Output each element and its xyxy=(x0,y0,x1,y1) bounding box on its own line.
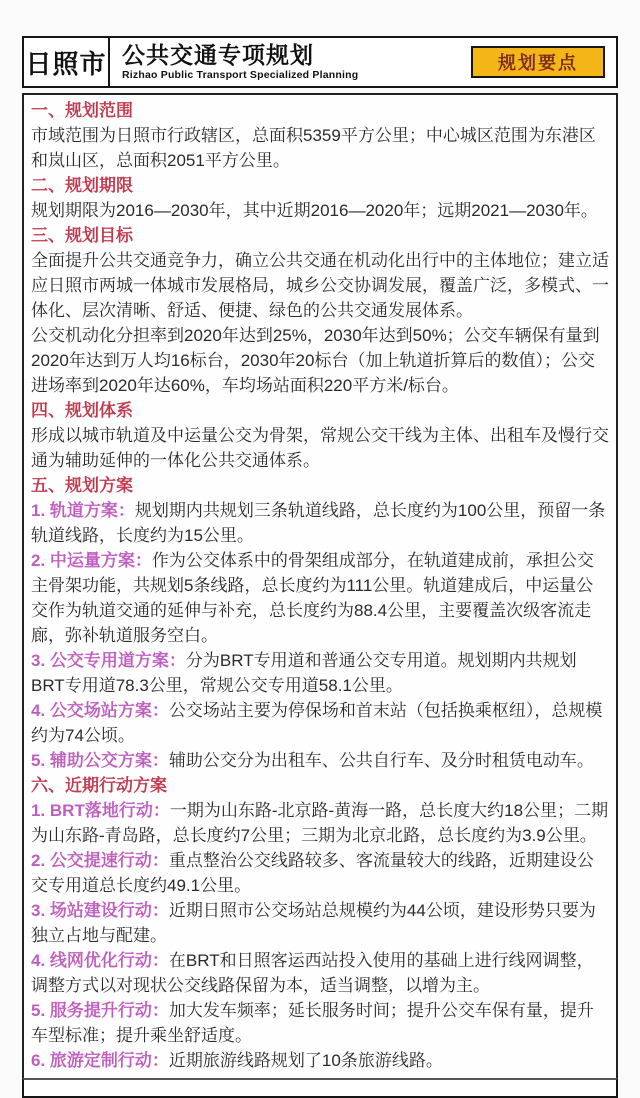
section-paragraph: 规划期限为2016—2030年，其中近期2016—2020年；远期2021—2030年。 xyxy=(31,201,598,220)
section-heading: 六、近期行动方案 xyxy=(31,776,167,795)
action-item xyxy=(31,848,609,898)
empty-footer-row xyxy=(22,1078,618,1098)
section-planning-period xyxy=(31,173,609,223)
item-text: 分为BRT专用道和普通公交专用道。规划期内共规划BRT专用道78.3公里，常规公交专用道58.1公里。 xyxy=(31,651,577,695)
city-name: 日照市 xyxy=(24,38,110,86)
action-item xyxy=(31,798,609,848)
document-body xyxy=(22,93,618,1080)
document-subtitle: Rizhao Public Transport Specialized Planning xyxy=(122,69,359,82)
section-heading: 五、规划方案 xyxy=(31,476,133,495)
item-text: 作为公交体系中的骨架组成部分，在轨道建成前，承担公交主骨架功能，共规划5条线路，总长度约为111公里。轨道建成后，中运量公交作为轨道交通的延伸与补充，总长度约为88.4公里，主要覆盖次级客流走廊，弥补轨道服务空白。 xyxy=(31,551,594,645)
item-label: 3. 公交专用道方案： xyxy=(31,651,186,670)
document-header xyxy=(22,36,618,88)
section-heading: 一、规划范围 xyxy=(31,101,133,120)
item-label: 4. 线网优化行动： xyxy=(31,951,169,970)
section-paragraph: 形成以城市轨道及中运量公交为骨架，常规公交干线为主体、出租车及慢行交通为辅助延伸的一体化公共交通体系。 xyxy=(31,426,609,470)
item-text: 一期为山东路-北京路-黄海一路，总长度大约18公里；二期为山东路-青岛路，总长度约7公里；三期为北京北路，总长度约为3.9公里。 xyxy=(31,801,609,845)
item-label: 5. 辅助公交方案： xyxy=(31,751,169,770)
section-heading: 四、规划体系 xyxy=(31,401,133,420)
scheme-item xyxy=(31,748,609,773)
scheme-item xyxy=(31,548,609,648)
section-planning-scope xyxy=(31,98,609,173)
scheme-item xyxy=(31,698,609,748)
document-title: 公共交通专项规划 xyxy=(122,41,314,68)
item-label: 4. 公交场站方案： xyxy=(31,701,169,720)
scheme-item xyxy=(31,498,609,548)
item-text: 近期旅游线路规划了10条旅游线路。 xyxy=(168,1051,443,1070)
action-item xyxy=(31,948,609,998)
item-text: 近期日照市公交场站总规模约为44公顷，建设形势只要为独立占地与配建。 xyxy=(31,901,596,945)
action-item xyxy=(31,1048,609,1073)
item-text: 重点整治公交线路较多、客流量较大的线路，近期建设公交专用道总长度约49.1公里。 xyxy=(31,851,594,895)
item-text: 加大发车频率；延长服务时间；提升公交车保有量，提升车型标准；提升乘坐舒适度。 xyxy=(31,1001,594,1045)
section-heading: 三、规划目标 xyxy=(31,226,133,245)
section-near-term-actions xyxy=(31,773,609,1073)
item-label: 5. 服务提升行动： xyxy=(31,1001,169,1020)
item-label: 6. 旅游定制行动： xyxy=(31,1051,169,1070)
title-block xyxy=(110,38,471,86)
section-planning-system xyxy=(31,398,609,473)
item-label: 3. 场站建设行动： xyxy=(31,901,169,920)
section-paragraph: 全面提升公共交通竞争力，确立公共交通在机动化出行中的主体地位；建立适应日照市两城一体城市发展格局，城乡公交协调发展，覆盖广泛，多模式、一体化、层次清晰、舒适、便捷、绿色的公共交通发展体系。 xyxy=(31,251,609,320)
section-planning-schemes xyxy=(31,473,609,773)
item-label: 1. 轨道方案： xyxy=(31,501,135,520)
item-text: 辅助公交分为出租车、公共自行车、及分时租赁电动车。 xyxy=(168,751,594,770)
section-paragraph: 公交机动化分担率到2020年达到25%，2030年达到50%；公交车辆保有量到2020年达到万人均16标台，2030年20标台（加上轨道折算后的数值）；公交进场率到2020年达60%，车均场站面积220平方米/标台。 xyxy=(31,326,600,395)
section-paragraph: 市域范围为日照市行政辖区，总面积5359平方公里；中心城区范围为东港区和岚山区，总面积2051平方公里。 xyxy=(31,126,596,170)
item-label: 2. 中运量方案： xyxy=(31,551,152,570)
section-planning-goals xyxy=(31,223,609,398)
item-label: 2. 公交提速行动： xyxy=(31,851,169,870)
item-text: 在BRT和日照客运西站投入使用的基础上进行线网调整，调整方式以对现状公交线路保留为本，适当调整，以增为主。 xyxy=(31,951,594,995)
plan-highlights-badge: 规划要点 xyxy=(471,46,605,78)
section-heading: 二、规划期限 xyxy=(31,176,133,195)
item-text: 公交场站主要为停保场和首末站（包括换乘枢纽），总规模约为74公顷。 xyxy=(31,701,603,745)
scheme-item xyxy=(31,648,609,698)
item-text: 规划期内共规划三条轨道线路，总长度约为100公里，预留一条轨道线路，长度约为15公里。 xyxy=(31,501,606,545)
action-item xyxy=(31,998,609,1048)
item-label: 1. BRT落地行动： xyxy=(31,801,170,820)
